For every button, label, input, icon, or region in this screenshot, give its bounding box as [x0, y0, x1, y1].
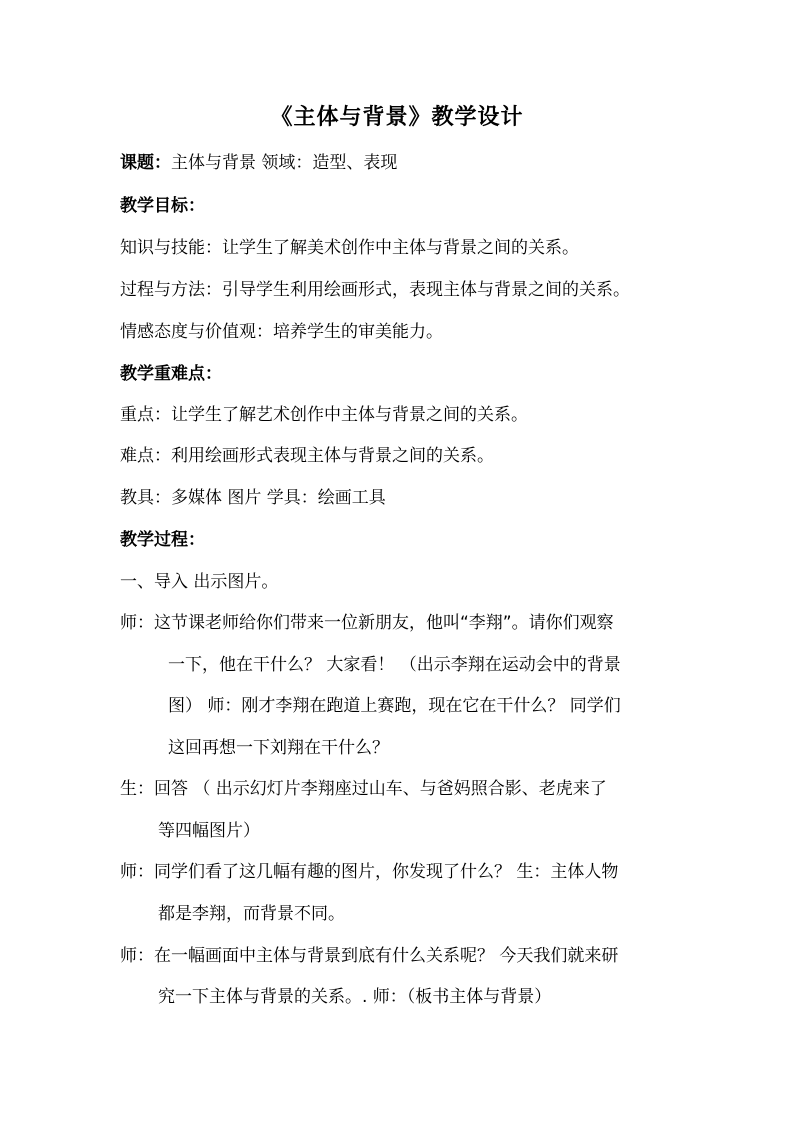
paragraph-line: 图） 师：刚才李翔在跑道上赛跑，现在它在干什么？ 同学们: [168, 696, 621, 716]
topic-line: [120, 148, 397, 173]
topic-label: 课题：: [120, 153, 171, 173]
paragraph-line: 师：这节课老师给你们带来一位新朋友，他叫“李翔”。请你们观察: [120, 613, 614, 633]
topic-text: 主体与背景 领域：造型、表现: [171, 153, 398, 173]
paragraph-line: 师：同学们看了这几幅有趣的图片，你发现了什么？ 生：主体人物: [120, 862, 619, 882]
paragraph-line: 究一下主体与背景的关系。. 师：（板书主体与背景）: [158, 987, 552, 1007]
objective-knowledge: 知识与技能：让学生了解美术创作中主体与背景之间的关系。: [120, 238, 579, 258]
objectives-heading: 教学目标：: [120, 196, 205, 216]
difficult-point: 难点：利用绘画形式表现主体与背景之间的关系。: [120, 446, 494, 466]
document-title: 《主体与背景》教学设计: [270, 105, 524, 130]
objective-process: 过程与方法：引导学生利用绘画形式，表现主体与背景之间的关系。: [120, 280, 630, 300]
paragraph-line: 师：在一幅画面中主体与背景到底有什么关系呢？ 今天我们就来研: [120, 946, 619, 966]
process-step-1: 一、导入 出示图片。: [120, 572, 279, 592]
paragraph-line: 生：回答 （ 出示幻灯片李翔座过山车、与爸妈照合影、老虎来了: [120, 779, 607, 799]
paragraph-line: 都是李翔，而背景不同。: [158, 904, 345, 924]
teaching-tools: 教具：多媒体 图片 学具：绘画工具: [120, 488, 386, 508]
objective-attitude: 情感态度与价值观：培养学生的审美能力。: [120, 322, 443, 342]
key-point: 重点：让学生了解艺术创作中主体与背景之间的关系。: [120, 405, 528, 425]
paragraph-line: 这回再想一下刘翔在干什么？: [168, 738, 389, 758]
key-points-heading: 教学重难点：: [120, 364, 222, 384]
process-heading: 教学过程：: [120, 530, 205, 550]
paragraph-line: 等四幅图片）: [158, 821, 260, 841]
paragraph-line: 一下，他在干什么？ 大家看！ （出示李翔在运动会中的背景: [168, 655, 621, 675]
